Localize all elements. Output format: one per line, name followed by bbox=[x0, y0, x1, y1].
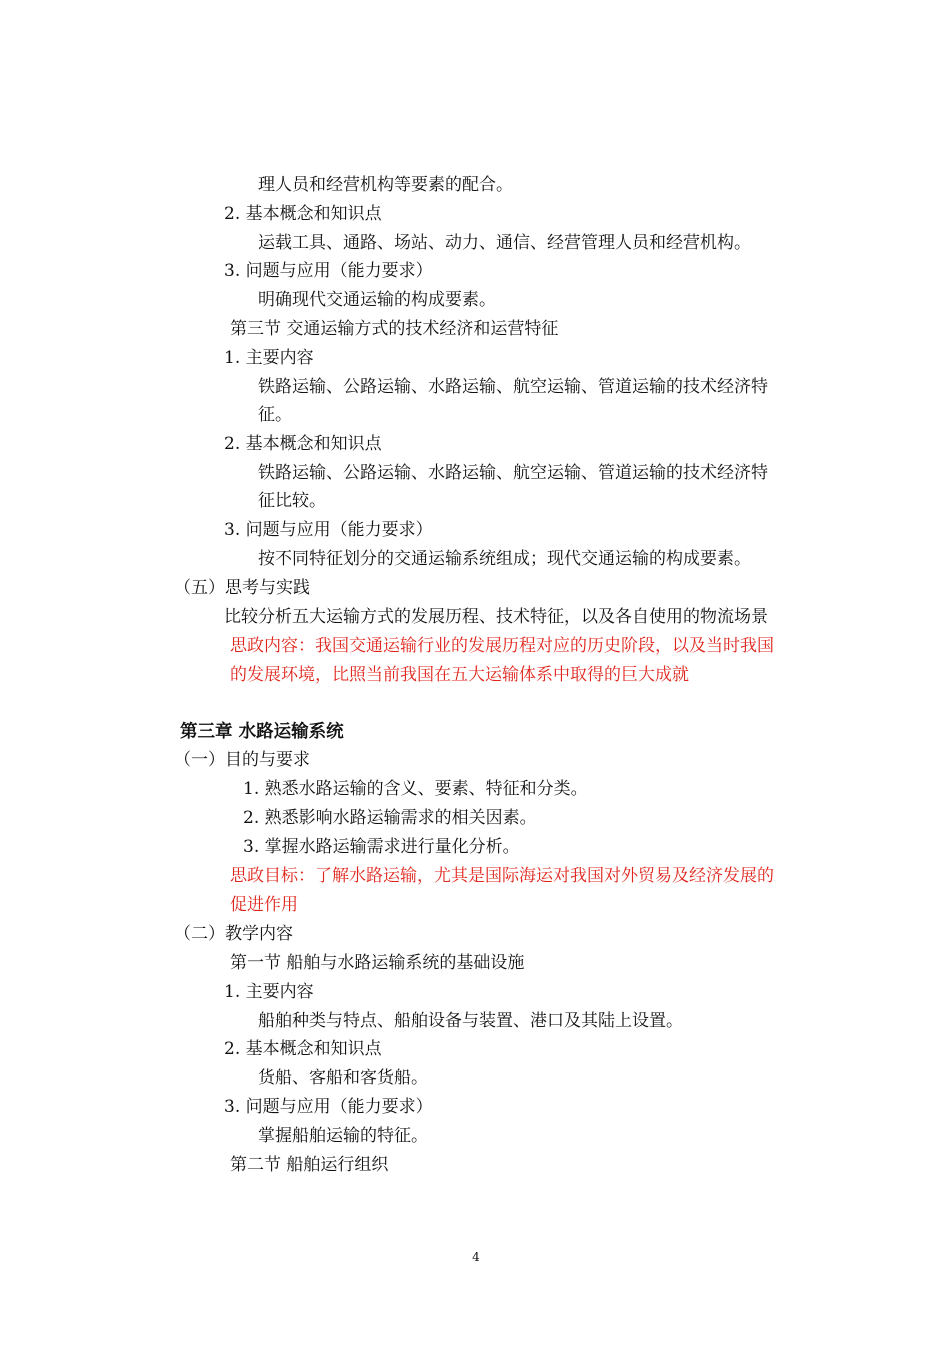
item-heading: 2. 基本概念和知识点 bbox=[224, 434, 382, 454]
section-heading: 第二节 船舶运行组织 bbox=[230, 1155, 389, 1175]
text-line: 征比较。 bbox=[258, 491, 326, 511]
text-line: 按不同特征划分的交通运输系统组成；现代交通运输的构成要素。 bbox=[258, 549, 751, 569]
item-heading: 3. 问题与应用（能力要求） bbox=[224, 520, 433, 540]
item-heading: 2. 基本概念和知识点 bbox=[224, 1039, 382, 1059]
text-line: 铁路运输、公路运输、水路运输、航空运输、管道运输的技术经济特 bbox=[258, 377, 768, 397]
item-heading: 1. 主要内容 bbox=[224, 982, 314, 1002]
list-item: 2. 熟悉影响水路运输需求的相关因素。 bbox=[243, 808, 537, 828]
chapter-title: 第三章 水路运输系统 bbox=[180, 722, 344, 742]
text-line: 铁路运输、公路运输、水路运输、航空运输、管道运输的技术经济特 bbox=[258, 463, 768, 483]
text-line: 比较分析五大运输方式的发展历程、技术特征，以及各自使用的物流场景 bbox=[224, 607, 768, 627]
item-heading: 3. 问题与应用（能力要求） bbox=[224, 261, 433, 281]
list-item: 1. 熟悉水路运输的含义、要素、特征和分类。 bbox=[243, 779, 588, 799]
text-line: 货船、客船和客货船。 bbox=[258, 1068, 428, 1088]
ideology-content-line: 思政内容：我国交通运输行业的发展历程对应的历史阶段，以及当时我国 bbox=[230, 636, 774, 656]
subsection-heading: （一）目的与要求 bbox=[174, 750, 310, 770]
text-line: 理人员和经营机构等要素的配合。 bbox=[258, 175, 513, 195]
text-line: 明确现代交通运输的构成要素。 bbox=[258, 290, 496, 310]
ideology-content-line: 的发展环境，比照当前我国在五大运输体系中取得的巨大成就 bbox=[230, 665, 689, 685]
item-heading: 2. 基本概念和知识点 bbox=[224, 204, 382, 224]
text-line: 运载工具、通路、场站、动力、通信、经营管理人员和经营机构。 bbox=[258, 233, 751, 253]
section-heading: 第三节 交通运输方式的技术经济和运营特征 bbox=[230, 319, 559, 339]
ideology-goal-line: 促进作用 bbox=[230, 895, 298, 915]
item-heading: 3. 问题与应用（能力要求） bbox=[224, 1097, 433, 1117]
text-line: 船舶种类与特点、船舶设备与装置、港口及其陆上设置。 bbox=[258, 1011, 683, 1031]
list-item: 3. 掌握水路运输需求进行量化分析。 bbox=[243, 837, 520, 857]
page-number: 4 bbox=[472, 1250, 480, 1264]
item-heading: 1. 主要内容 bbox=[224, 348, 314, 368]
text-line: 征。 bbox=[258, 405, 292, 425]
subsection-heading: （二）教学内容 bbox=[174, 924, 293, 944]
text-line: 掌握船舶运输的特征。 bbox=[258, 1126, 428, 1146]
subsection-heading: （五）思考与实践 bbox=[174, 578, 310, 598]
section-heading: 第一节 船舶与水路运输系统的基础设施 bbox=[230, 953, 525, 973]
ideology-goal-line: 思政目标：了解水路运输，尤其是国际海运对我国对外贸易及经济发展的 bbox=[230, 866, 774, 886]
